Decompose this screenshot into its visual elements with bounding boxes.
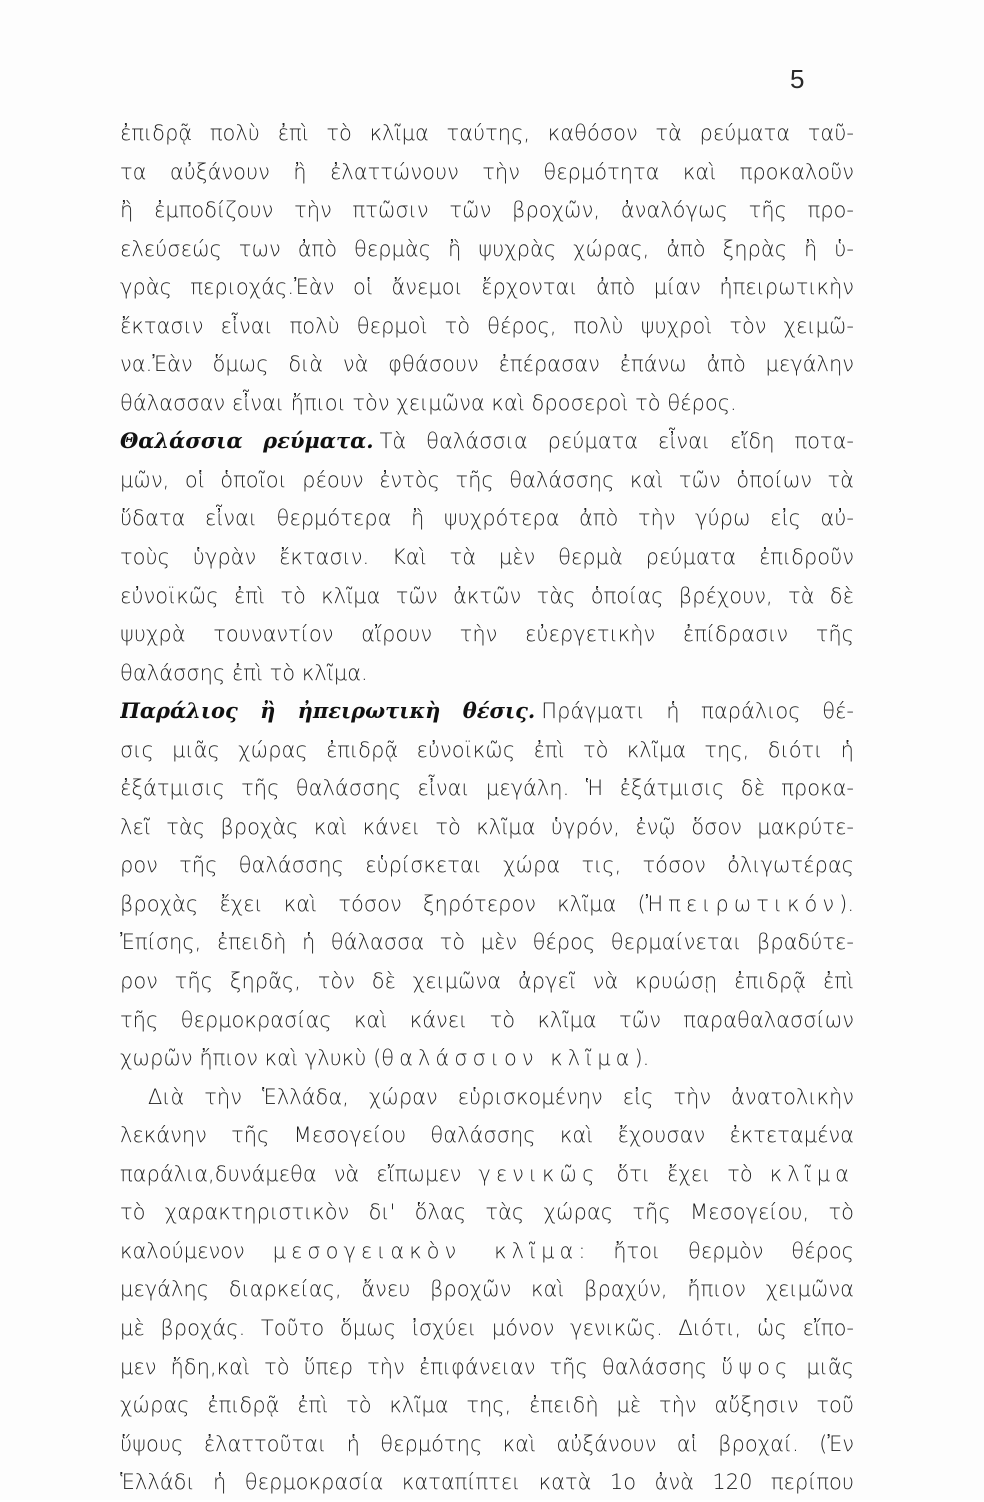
line-text: παράλια,δυνάμεθα νὰ εἴπωμεν — [120, 1161, 479, 1186]
spaced-emphasis: κλῖμα — [769, 1161, 854, 1186]
text-line — [120, 808, 854, 847]
line-text: ἔκτασιν εἶναι πολὺ θερμοὶ τὸ θέρος, πολὺ ψυχροὶ τὸν χειμῶ- — [120, 313, 854, 338]
line-text: χωρῶν ἤπιον καὶ γλυκὺ ( — [120, 1046, 382, 1071]
text-line — [120, 345, 854, 384]
text-line — [120, 923, 854, 962]
text-line — [120, 384, 854, 423]
body-text — [120, 114, 854, 1502]
line-text: τὸ χαρακτηριστικὸν δι' ὅλας τὰς χώρας τῆς Μεσογείου, τὸ — [120, 1200, 854, 1225]
line-text: να.Ἐὰν ὅμως διὰ νὰ φθάσουν ἐπέρασαν ἐπάνω ἀπὸ μεγάλην — [120, 352, 854, 377]
text-line — [120, 846, 854, 885]
text-line — [120, 191, 854, 230]
section-heading: Παράλιος ἢ ἠπειρωτικὴ θέσις. — [120, 698, 536, 724]
line-text: θαλάσσης ἐπὶ τὸ κλῖμα. — [120, 660, 368, 685]
line-text-after: ). — [839, 891, 854, 916]
spaced-emphasis: γενικῶς — [478, 1161, 600, 1186]
line-text: ρον τῆς θαλάσσης εὑρίσκεται χώρα τις, τόσον ὀλιγωτέρας — [120, 853, 854, 878]
text-line — [120, 268, 854, 307]
text-line — [120, 1386, 854, 1425]
text-line — [120, 1309, 854, 1348]
line-text: ὕψους ἐλαττοῦται ἡ θερμότης καὶ αὐξάνουν αἱ βροχαί. (Ἐν — [120, 1431, 854, 1456]
line-text: ἐπιδρᾷ πολὺ ἐπὶ τὸ κλῖμα ταύτης, καθόσον τὰ ρεύματα ταῦ- — [120, 121, 854, 145]
text-line — [120, 1463, 854, 1502]
line-text: ρον τῆς ξηρᾶς, τὸν δὲ χειμῶνα ἀργεῖ νὰ κρυώσῃ ἐπιδρᾷ ἐπὶ — [120, 969, 854, 994]
text-line — [120, 153, 854, 192]
text-line — [120, 1425, 854, 1464]
text-line — [120, 1270, 854, 1309]
spaced-emphasis: ὕψος — [721, 1354, 793, 1379]
line-text: λεῖ τὰς βροχὰς καὶ κάνει τὸ κλῖμα ὑγρόν, ἐνῷ ὅσον μακρύτε- — [120, 814, 854, 839]
line-text: μεν ἤδη,καὶ τὸ ὕπερ τὴν ἐπιφάνειαν τῆς θαλάσσης — [120, 1354, 722, 1379]
line-text: τοὺς ὑγρὰν ἔκτασιν. Καὶ τὰ μὲν θερμὰ ρεύματα ἐπιδροῦν — [120, 545, 854, 570]
line-text: χώρας ἐπιδρᾷ ἐπὶ τὸ κλῖμα της, ἐπειδὴ μὲ τὴν αὔξησιν τοῦ — [120, 1393, 854, 1418]
line-text: σις μιᾶς χώρας ἐπιδρᾷ εὐνοϊκῶς ἐπὶ τὸ κλῖμα της, διότι ἡ — [120, 737, 854, 762]
text-line — [120, 962, 854, 1001]
text-line — [120, 1001, 854, 1040]
text-line — [120, 230, 854, 269]
spaced-emphasis: μεσογειακὸν κλῖμα — [272, 1238, 579, 1263]
line-text-after: : ἤτοι θερμὸν θέρος — [578, 1238, 854, 1263]
text-line — [120, 615, 854, 654]
line-text: ψυχρὰ τουναντίον αἴρουν τὴν εὐεργετικὴν ἐπίδρασιν τῆς — [120, 622, 854, 647]
line-text: Πράγματι ἡ παράλιος θέ- — [541, 699, 854, 724]
text-line — [120, 307, 854, 346]
section-heading: Θαλάσσια ρεύματα. — [120, 428, 374, 454]
text-line — [120, 692, 854, 731]
text-line — [120, 422, 854, 461]
text-line — [120, 1348, 854, 1387]
text-line — [120, 1155, 854, 1194]
text-line — [120, 1039, 854, 1078]
text-line — [120, 769, 854, 808]
line-text: τα αὐξάνουν ἢ ἐλαττώνουν τὴν θερμότητα καὶ προκαλοῦν — [120, 159, 854, 184]
text-line — [120, 577, 854, 616]
line-text: Διὰ τὴν Ἑλλάδα, χώραν εὑρισκομένην εἰς τὴν ἀνατολικὴν — [148, 1084, 854, 1109]
text-line — [120, 731, 854, 770]
line-text: Ἑλλάδι ἡ θερμοκρασία καταπίπτει κατὰ 1ο ἀνὰ 120 περίπου — [120, 1470, 854, 1495]
line-text-after: ). — [634, 1046, 650, 1071]
line-text: μὲ βροχάς. Τοῦτο ὅμως ἰσχύει μόνον γενικῶς. Διότι, ὡς εἴπο- — [120, 1315, 854, 1340]
text-line — [120, 461, 854, 500]
line-text: ἢ ἐμποδίζουν τὴν πτῶσιν τῶν βροχῶν, ἀναλόγως τῆς προ- — [120, 198, 854, 223]
text-line — [120, 1193, 854, 1232]
line-text: γρὰς περιοχάς.Ἐὰν οἱ ἄνεμοι ἔρχονται ἀπὸ μίαν ἠπειρωτικὴν — [120, 275, 854, 300]
line-text: τῆς θερμοκρασίας καὶ κάνει τὸ κλῖμα τῶν παραθαλασσίων — [120, 1007, 854, 1032]
text-line — [120, 114, 854, 153]
line-text-after: ὅτι ἔχει τὸ — [599, 1161, 770, 1186]
line-text: βροχὰς ἔχει καὶ τόσον ξηρότερον κλῖμα ( — [120, 891, 646, 916]
page-number: 5 — [790, 64, 805, 94]
spaced-emphasis: θαλάσσιον κλῖμα — [381, 1046, 635, 1071]
line-text: εὐνοϊκῶς ἐπὶ τὸ κλῖμα τῶν ἀκτῶν τὰς ὁποίας βρέχουν, τὰ δὲ — [120, 583, 854, 608]
text-line — [120, 1232, 854, 1271]
line-text: Τὰ θαλάσσια ρεύματα εἶναι εἴδη ποτα- — [379, 429, 854, 454]
text-line — [120, 885, 854, 924]
line-text: καλούμενον — [120, 1238, 273, 1263]
line-text-after: μιᾶς — [792, 1354, 854, 1379]
line-text: ελεύσεώς των ἀπὸ θερμὰς ἢ ψυχρὰς χώρας, ἀπὸ ξηρὰς ἢ ὑ- — [120, 236, 854, 261]
line-text: μεγάλης διαρκείας, ἄνευ βροχῶν καὶ βραχύν, ἤπιον χειμῶνα — [120, 1277, 854, 1302]
text-line — [120, 1078, 854, 1117]
line-text: λεκάνην τῆς Μεσογείου θαλάσσης καὶ ἔχουσαν ἐκτεταμένα — [120, 1123, 854, 1148]
line-text: Ἐπίσης, ἐπειδὴ ἡ θάλασσα τὸ μὲν θέρος θερμαίνεται βραδύτε- — [120, 930, 854, 955]
spaced-emphasis: Ἠπειρωτικόν — [645, 891, 840, 916]
line-text: θάλασσαν εἶναι ἤπιοι τὸν χειμῶνα καὶ δροσεροὶ τὸ θέρος. — [120, 390, 737, 415]
text-line — [120, 538, 854, 577]
text-line — [120, 499, 854, 538]
line-text: ὕδατα εἶναι θερμότερα ἢ ψυχρότερα ἀπὸ τὴν γύρω εἰς αὐ- — [120, 506, 854, 531]
line-text: ἐξάτμισις τῆς θαλάσσης εἶναι μεγάλη. Ἡ ἐξάτμισις δὲ προκα- — [120, 776, 854, 801]
line-text: μῶν, οἱ ὁποῖοι ρέουν ἐντὸς τῆς θαλάσσης καὶ τῶν ὁποίων τὰ — [120, 467, 854, 492]
text-line — [120, 1116, 854, 1155]
text-line — [120, 654, 854, 693]
